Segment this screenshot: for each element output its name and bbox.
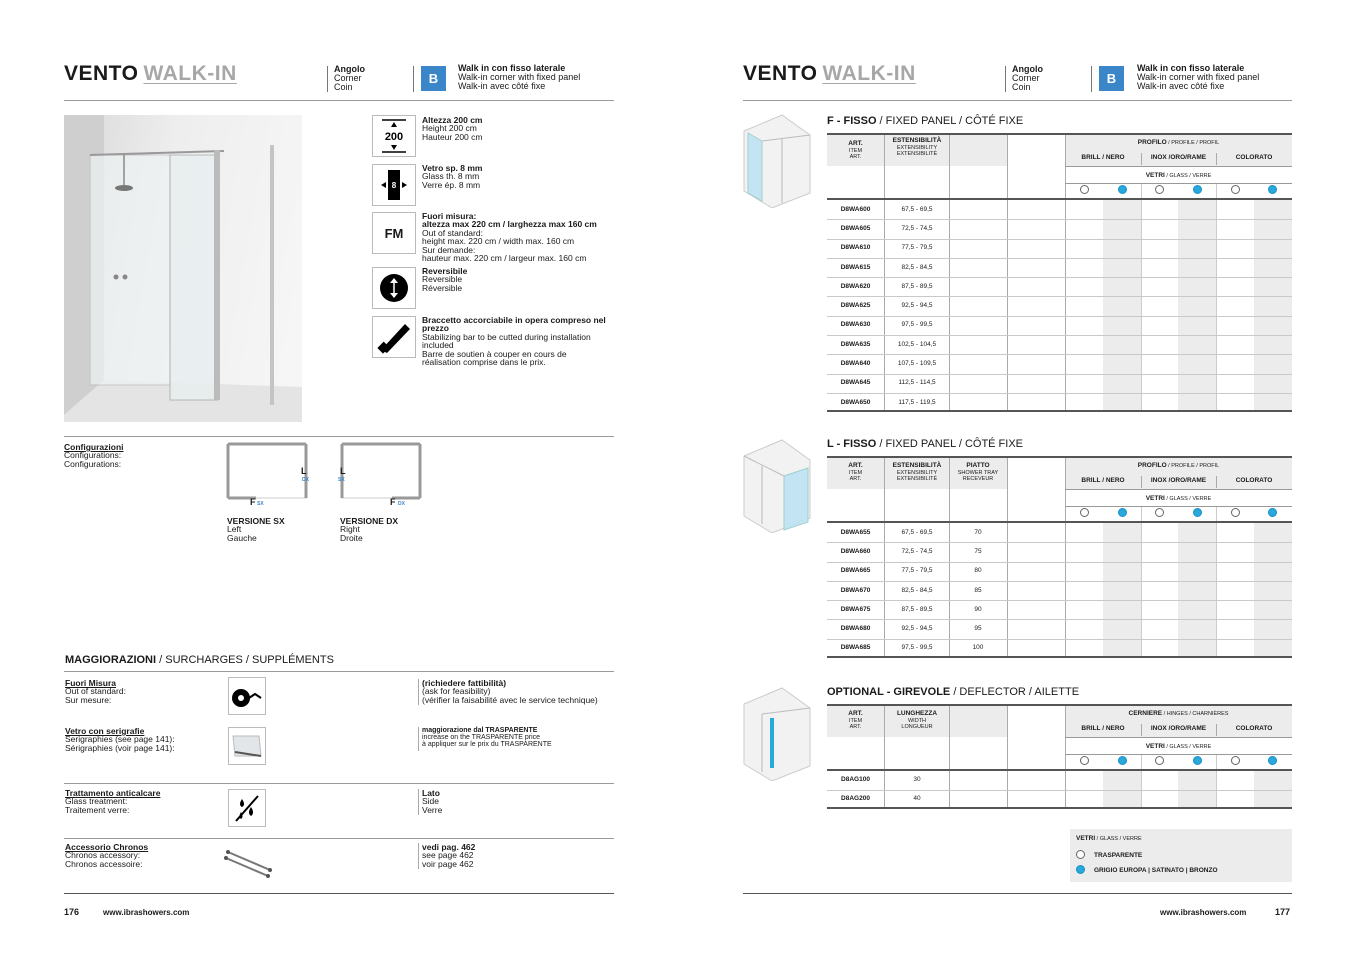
glass-header: VETRI / GLASS / VERRE [1145,172,1212,179]
feature-height: Altezza 200 cm Height 200 cm Hauteur 200 cm [422,115,483,142]
height-200-icon [372,115,416,157]
table-row [827,374,1292,393]
type-description: Walk in con fisso laterale Walk-in corner with fixed panel Walk-in avec côté fixe [458,63,581,91]
angolo-label: Angolo Corner Coin [334,64,365,92]
fm-icon: FM [372,212,416,254]
right-page [678,0,1356,959]
feature-glass: Vetro sp. 8 mm Glass th. 8 mm Verre ép. 8 mm [422,163,483,190]
version-dx-label: VERSIONE DX Right Droite [340,516,399,543]
glass-clear-option[interactable] [1080,756,1089,765]
glass-colored-option[interactable] [1118,508,1127,517]
item-code: D8WA655 [840,528,871,536]
legend-colored-dot [1076,865,1085,874]
website-link[interactable]: www.ibrashowers.com [1160,908,1247,917]
glass-colored-option[interactable] [1268,185,1277,194]
angolo-label: Angolo Corner Coin [1012,64,1043,92]
table-row [827,219,1292,238]
table-row [827,258,1292,277]
table-row [827,581,1292,600]
table-l [827,456,1292,658]
version-sx-label: VERSIONE SX Left Gauche [227,516,285,543]
table-cell: 107,5 - 109,5 [897,360,937,368]
table-optional [827,704,1292,809]
surcharge-chronos-note: vedi pag. 462 see page 462 voir page 462 [422,842,476,869]
table-cell: 67,5 - 69,5 [901,205,933,213]
glass-clear-option[interactable] [1155,508,1164,517]
table-row [827,562,1292,581]
glass-clear-option[interactable] [1080,508,1089,517]
table-row [827,239,1292,258]
item-code: D8AG100 [841,776,870,784]
table-optional-title: OPTIONAL - GIREVOLE / DEFLECTOR / AILETTE [827,686,1080,698]
glass-colored-option[interactable] [1268,508,1277,517]
table-cell: 80 [974,567,982,575]
col-shower-tray-header: PIATTO SHOWER TRAY RECEVEUR [957,462,999,482]
anti-limescale-icon [228,789,266,827]
legend-clear-dot [1076,850,1085,859]
table-cell: 82,5 - 84,5 [901,586,933,594]
finish-brill-nero: BRILL / NERO [1081,725,1125,732]
page-title: VENTO WALK-IN [64,62,237,85]
table-cell: 117,5 - 119,5 [898,398,936,406]
svg-text:8: 8 [391,181,397,190]
ruler-tape-icon [228,677,266,715]
surcharge-feasibility-note: (richiedere fattibilità) (ask for feasibility) (vérifier la faisabilité avec le service technique) [422,678,598,705]
table-cell: 67,5 - 69,5 [901,528,933,536]
table-cell: 82,5 - 84,5 [901,263,933,271]
col-length-header: LUNGHEZZA WIDTH LONGUEUR [896,710,938,730]
table-cell: 77,5 - 79,5 [901,244,933,252]
glass-legend [1070,829,1292,882]
item-code: D8WA630 [840,321,871,329]
table-cell: 92,5 - 94,5 [901,302,933,310]
glass-colored-option[interactable] [1193,756,1202,765]
table-f-title: F - FISSO / FIXED PANEL / CÔTÉ FIXE [827,115,1024,127]
table-row [827,277,1292,296]
finish-inox-oro-rame: INOX /ORO/RAME [1150,154,1207,161]
surcharge-chronos: Accessorio Chronos Chronos accessory: Chronos accessoire: [65,842,149,869]
col-art-header: ART. ITEM ART. [848,462,863,482]
table-cell: 72,5 - 74,5 [901,547,933,555]
legend-clear-label: TRASPARENTE [1094,852,1143,859]
table-row [827,354,1292,373]
profile-header: PROFILO / PROFILE / PROFIL [1137,462,1220,469]
item-code: D8WA640 [840,360,871,368]
finish-inox-oro-rame: INOX /ORO/RAME [1150,725,1207,732]
table-row [827,790,1292,809]
surcharge-anti-limescale: Trattamento anticalcare Glass treatment: Traitement verre: [65,788,161,815]
item-code: D8WA615 [840,263,871,271]
table-cell: 75 [974,547,982,555]
legend-title: VETRI / GLASS / VERRE [1076,835,1142,842]
table-cell: 100 [972,644,984,652]
type-badge: B [1099,66,1124,91]
item-code: D8WA645 [840,379,871,387]
hinges-header: CERNIERE / HINGES / CHARNIÈRES [1128,710,1229,717]
item-code: D8WA620 [840,282,871,290]
version-sx-diagram: L DX F SX [226,442,308,508]
table-row [827,620,1292,639]
item-code: D8WA670 [840,586,871,594]
item-code: D8WA660 [840,547,871,555]
item-code: D8AG200 [841,794,870,802]
table-row [827,771,1292,790]
table-cell: 95 [974,625,982,633]
feature-stabilizing-bar: Braccetto accorciabile in opera compreso nel prezzo Stabilizing bar to be cutted during installation included Barre de soutien à couper en cours de réalisation comprise dans le prix. [422,315,606,368]
table-f [827,133,1292,412]
glass-thickness-icon [372,164,416,206]
table-cell: 70 [974,528,982,536]
table-row [827,200,1292,219]
svg-text:200: 200 [384,131,404,143]
item-code: D8WA625 [840,302,871,310]
surcharge-side-note: Lato Side Verre [422,788,443,815]
surcharge-serigraphy: Vetro con serigrafie Serigraphies (see page 141): Sérigraphies (voir page 141): [65,726,175,753]
table-cell: 102,5 - 104,5 [897,340,937,348]
finish-brill-nero: BRILL / NERO [1081,477,1125,484]
table-row [827,523,1292,542]
col-extensibility-header: ESTENSIBILITÀ EXTENSIBILITY EXTENSIBILITÉ [892,462,942,482]
saw-icon [372,316,416,358]
table-cell: 112,5 - 114,5 [898,379,936,387]
reversible-icon [372,267,416,309]
chronos-accessory-icon [224,848,274,878]
glass-clear-option[interactable] [1155,185,1164,194]
surcharge-out-of-standard: Fuori Misura Out of standard: Sur mesure: [65,678,126,705]
deflector-thumbnail [742,686,812,781]
table-cell: 87,5 - 89,5 [901,605,933,613]
item-code: D8WA610 [840,244,871,252]
finish-colorato: COLORATO [1235,154,1273,161]
item-code: D8WA635 [840,340,871,348]
website-link[interactable]: www.ibrashowers.com [103,908,190,917]
glass-colored-option[interactable] [1268,756,1277,765]
item-code: D8WA685 [840,644,871,652]
table-row [827,542,1292,561]
finish-colorato: COLORATO [1235,725,1273,732]
table-row [827,639,1292,658]
glass-header: VETRI / GLASS / VERRE [1145,495,1212,502]
feature-reversible: Reversibile Reversible Réversible [422,266,468,293]
finish-colorato: COLORATO [1235,477,1273,484]
version-dx-diagram: L SX F DX [340,442,422,508]
fixed-panel-f-thumbnail [742,113,812,208]
glass-clear-option[interactable] [1231,756,1240,765]
glass-colored-option[interactable] [1193,185,1202,194]
glass-clear-option[interactable] [1155,756,1164,765]
legend-colored-label: GRIGIO EUROPA | SATINATO | BRONZO [1094,867,1218,874]
glass-header: VETRI / GLASS / VERRE [1145,743,1212,750]
glass-colored-option[interactable] [1193,508,1202,517]
item-code: D8WA605 [840,224,871,232]
surcharges-title: MAGGIORAZIONI / SURCHARGES / SUPPLÉMENTS [65,654,334,666]
profile-header: PROFILO / PROFILE / PROFIL [1137,139,1220,146]
table-cell: 87,5 - 89,5 [901,282,933,290]
finish-brill-nero: BRILL / NERO [1081,154,1125,161]
page-number: 177 [1275,907,1291,917]
feature-out-of-standard: Fuori misura: altezza max 220 cm / larghezza max 160 cm Out of standard: height max. 220 cm / width max. 160 cm Sur demande: hauteur max. 220 cm / largeur max. 160 cm [422,211,597,264]
item-code: D8WA680 [840,625,871,633]
type-badge: B [421,66,446,91]
item-code: D8WA600 [840,205,871,213]
page-title: VENTO WALK-IN [743,62,916,85]
table-row [827,316,1292,335]
glass-colored-option[interactable] [1118,756,1127,765]
configurations-label: Configurazioni Configurations: Configurations: [64,442,124,469]
surcharge-serigraphy-note: maggiorazione dal TRASPARENTE increase on the TRASPARENTE price à appliquer sur le prix du TRASPARENTE [422,727,552,749]
item-code: D8WA665 [840,567,871,575]
table-l-title: L - FISSO / FIXED PANEL / CÔTÉ FIXE [827,438,1024,450]
table-row [827,297,1292,316]
table-row [827,393,1292,412]
table-cell: 90 [974,605,982,613]
table-cell: 85 [974,586,982,594]
finish-inox-oro-rame: INOX /ORO/RAME [1150,477,1207,484]
item-code: D8WA675 [840,605,871,613]
page-number: 176 [64,907,80,917]
col-art-header: ART. ITEM ART. [848,710,863,730]
item-code: D8WA650 [840,398,871,406]
fixed-panel-l-thumbnail [742,438,812,533]
table-cell: 97,5 - 99,5 [901,644,933,652]
table-row [827,335,1292,354]
table-cell: 92,5 - 94,5 [901,625,933,633]
serigraphy-glass-icon [228,727,266,765]
glass-clear-option[interactable] [1080,185,1089,194]
glass-colored-option[interactable] [1118,185,1127,194]
product-photo [64,115,302,422]
table-cell: 72,5 - 74,5 [901,224,933,232]
table-cell: 40 [913,794,921,802]
glass-clear-option[interactable] [1231,185,1240,194]
glass-clear-option[interactable] [1231,508,1240,517]
col-art-header: ART. ITEM ART. [848,140,863,160]
table-cell: 97,5 - 99,5 [901,321,933,329]
table-cell: 30 [913,776,921,784]
table-row [827,600,1292,619]
col-extensibility-header: ESTENSIBILITÀ EXTENSIBILITY EXTENSIBILITÉ [892,137,942,157]
type-description: Walk in con fisso laterale Walk-in corner with fixed panel Walk-in avec côté fixe [1137,63,1260,91]
table-cell: 77,5 - 79,5 [901,567,933,575]
